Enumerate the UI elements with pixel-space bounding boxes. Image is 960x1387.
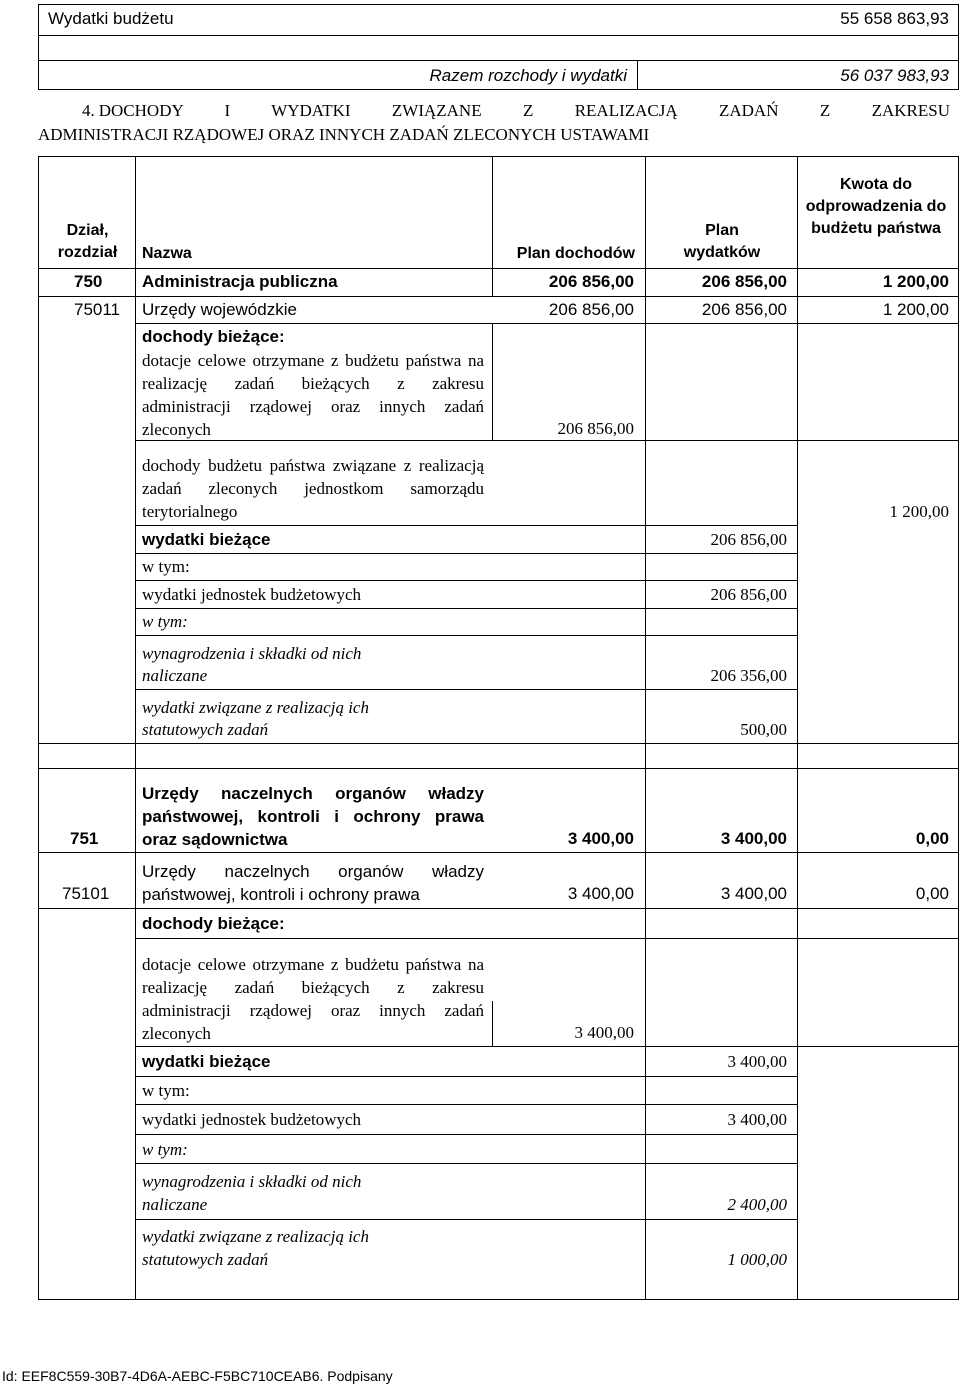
row-divider (135, 525, 797, 526)
row-divider (135, 1076, 797, 1077)
col-divider-dochody-751 (492, 1001, 493, 1046)
wydatki-biezace-750-label: wydatki bieżące (142, 530, 271, 549)
dzial-751-dochody: 3 400,00 (567, 829, 634, 848)
row-divider (135, 689, 797, 690)
statutowe-750-value: 500,00 (740, 720, 787, 739)
col-divider-kwota (797, 156, 798, 1300)
statutowe-751-line2: statutowych zadań (142, 1250, 269, 1269)
statutowe-750-line2: statutowych zadań (142, 720, 269, 739)
statutowe-751-value: 1 000,00 (727, 1250, 787, 1269)
summary-row-divider (38, 60, 959, 61)
rozdzial-75101-code: 75101 (62, 884, 110, 903)
row-divider (135, 635, 797, 636)
dochody-budzetu-750-text: dochody budżetu państwa związane z realizacją zadań zleconych jednostkom samorządu terytorialnego (142, 456, 484, 521)
row-divider (135, 323, 959, 324)
wynagrodzenia-751-line2: naliczane (142, 1195, 208, 1214)
wynagrodzenia-750-line2: naliczane (142, 666, 208, 685)
wydatki-jednostek-751-label: wydatki jednostek budżetowych (142, 1110, 362, 1129)
rozdzial-75101-wydatki: 3 400,00 (720, 884, 787, 903)
summary-razem-value: 56 037 983,93 (840, 66, 949, 85)
row-divider (38, 852, 959, 853)
row-divider (38, 908, 959, 909)
header-nazwa: Nazwa (142, 245, 192, 262)
dochody-budzetu-750-value: 1 200,00 (889, 502, 949, 521)
w-tym-750-1: w tym: (142, 557, 190, 576)
dzial-751-code: 751 (70, 829, 99, 848)
document-id-footer: Id: EEF8C559-30B7-4D6A-AEBC-F5BC710CEAB6. Podpisany (2, 1368, 393, 1384)
dzial-750-dochody: 206 856,00 (548, 272, 634, 291)
wydatki-biezace-751-label: wydatki bieżące (142, 1052, 271, 1071)
w-tym-750-2: w tym: (142, 612, 188, 631)
dzial-750-name: Administracja publiczna (142, 272, 338, 291)
rozdzial-75011-dochody: 206 856,00 (548, 300, 634, 319)
row-divider (38, 743, 959, 744)
dotacje-750-value: 206 856,00 (557, 419, 634, 438)
wydatki-jednostek-750-label: wydatki jednostek budżetowych (142, 585, 362, 604)
row-divider (135, 1163, 797, 1164)
col-divider-dochody-750 (492, 323, 493, 440)
row-divider (38, 268, 959, 269)
col-divider-dochody (492, 156, 493, 296)
header-plan-wydatkow: Plan wydatków (683, 222, 761, 261)
row-divider (38, 768, 959, 769)
row-divider (135, 580, 797, 581)
row-divider (135, 553, 797, 554)
dochody-biezace-751: dochody bieżące: (142, 914, 285, 933)
col-divider-nazwa (135, 156, 136, 1300)
col-divider-wydatki (645, 156, 646, 1300)
row-divider (135, 608, 797, 609)
row-divider (38, 296, 959, 297)
rozdzial-75011-kwota: 1 200,00 (882, 300, 949, 319)
w-tym-751-1: w tym: (142, 1081, 190, 1100)
header-dzial: Dział, rozdział (57, 222, 118, 261)
dzial-751-wydatki: 3 400,00 (720, 829, 787, 848)
row-divider (135, 1219, 797, 1220)
summary-wydatki-value: 55 658 863,93 (840, 9, 949, 28)
rozdzial-75011-name: Urzędy wojewódzkie (142, 300, 297, 319)
row-divider (135, 1134, 797, 1135)
rozdzial-75011-wydatki: 206 856,00 (701, 300, 787, 319)
dochody-biezace-750: dochody bieżące: (142, 327, 285, 346)
wydatki-jednostek-750-value: 206 856,00 (710, 585, 787, 604)
dzial-750-code: 750 (74, 272, 103, 291)
dotacje-750-text: dotacje celowe otrzymane z budżetu państwa na realizację zadań bieżących z zakresu administracji rządowej oraz innych zadań zleconych (142, 351, 484, 439)
dzial-750-wydatki: 206 856,00 (701, 272, 787, 291)
row-divider (135, 938, 959, 939)
wydatki-biezace-751-value: 3 400,00 (727, 1052, 787, 1071)
w-tym-751-2: w tym: (142, 1140, 188, 1159)
dzial-751-kwota: 0,00 (915, 829, 949, 848)
wydatki-biezace-750-value: 206 856,00 (710, 530, 787, 549)
section-title-line2: ADMINISTRACJI RZĄDOWEJ ORAZ INNYCH ZADAŃ ZLECONYCH USTAWAMI (38, 125, 650, 144)
dzial-751-name: Urzędy naczelnych organów władzy państwowej, kontroli i ochrony prawa oraz sądownictwa (142, 784, 484, 849)
dzial-750-kwota: 1 200,00 (882, 272, 949, 291)
rozdzial-75101-kwota: 0,00 (915, 884, 949, 903)
rozdzial-75011-code: 75011 (74, 300, 121, 319)
statutowe-751-line1: wydatki związane z realizacją ich (142, 1227, 369, 1246)
section-title (38, 99, 950, 147)
header-plan-dochodow: Plan dochodów (516, 245, 635, 262)
section-number: 4. (82, 101, 95, 120)
statutowe-750-line1: wydatki związane z realizacją ich (142, 698, 369, 717)
wynagrodzenia-751-value: 2 400,00 (727, 1195, 787, 1214)
rozdzial-75101-name: Urzędy naczelnych organów władzy państwowej, kontroli i ochrony prawa (142, 862, 484, 904)
summary-row-divider (38, 35, 959, 36)
header-kwota: Kwota do odprowadzenia do budżetu państwa (805, 176, 947, 237)
wynagrodzenia-751-line1: wynagrodzenia i składki od nich (142, 1172, 362, 1191)
section-title-line1: DOCHODY I WYDATKI ZWIĄZANE Z REALIZACJĄ ZADAŃ Z ZAKRESU (98, 101, 950, 120)
dotacje-751-text: dotacje celowe otrzymane z budżetu państwa na realizację zadań bieżących z zakresu administracji rządowej oraz innych zadań zleconych (142, 955, 484, 1043)
rozdzial-75101-dochody: 3 400,00 (567, 884, 634, 903)
summary-col-divider (637, 60, 638, 90)
summary-wydatki-label: Wydatki budżetu (48, 9, 174, 28)
row-divider (135, 1046, 959, 1047)
dotacje-751-value: 3 400,00 (574, 1023, 634, 1042)
wynagrodzenia-750-line1: wynagrodzenia i składki od nich (142, 644, 362, 663)
wynagrodzenia-750-value: 206 356,00 (710, 666, 787, 685)
wydatki-jednostek-751-value: 3 400,00 (727, 1110, 787, 1129)
row-divider (135, 1104, 797, 1105)
summary-razem-label: Razem rozchody i wydatki (429, 66, 627, 85)
